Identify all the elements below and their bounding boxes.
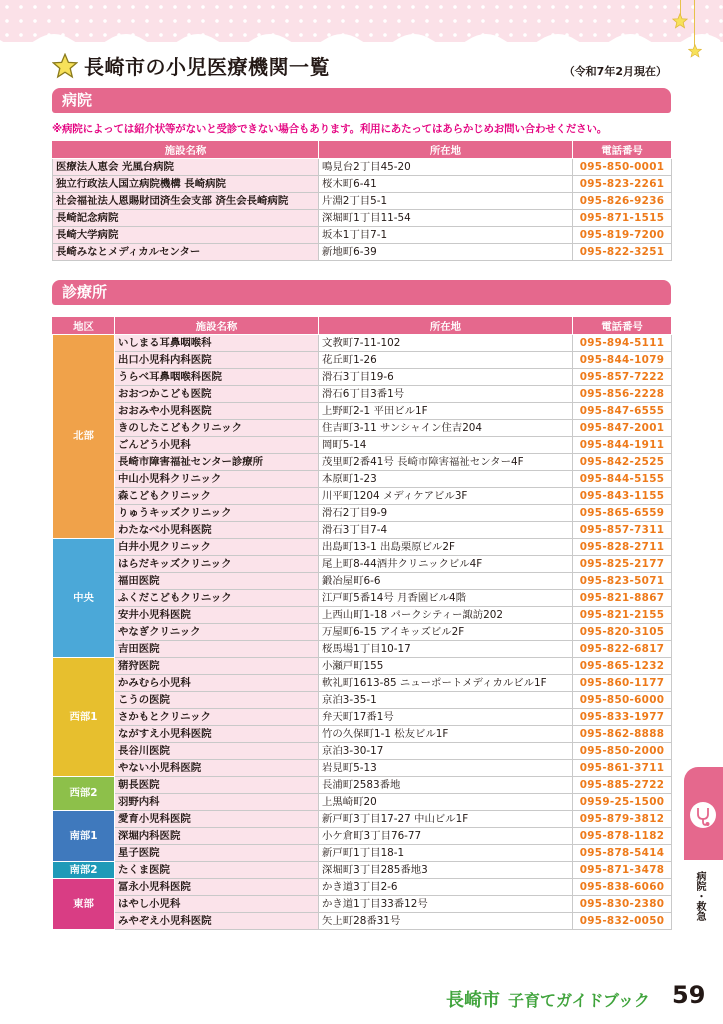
table-row [53,811,672,828]
facility-address: かき道1丁目33番12号 [319,896,573,913]
facility-tel: 095-822-6817 [573,641,672,658]
table-row [53,244,672,261]
facility-name: 愛育小児科医院 [115,811,319,828]
facility-tel: 095-857-7311 [573,522,672,539]
facility-tel: 095-857-7222 [573,369,672,386]
footer-brand [446,986,650,1012]
table-row [53,743,672,760]
facility-tel: 095-850-6000 [573,692,672,709]
facility-name: 朝長医院 [115,777,319,794]
facility-address: 新戸町3丁目17-27 中山ビル1F [319,811,573,828]
table-row [53,335,672,352]
facility-address: 軟礼町1613-85 ニューポートメディカルビル1F [319,675,573,692]
facility-address: 尾上町8-44酒井クリニックビル4F [319,556,573,573]
facility-address: 本原町1-23 [319,471,573,488]
facility-name: さかもとクリニック [115,709,319,726]
table-header-row [53,317,672,335]
facility-tel: 095-865-1232 [573,658,672,675]
page-title-block [52,51,330,80]
facility-address: 小瀬戸町155 [319,658,573,675]
facility-address: 矢上町28番31号 [319,913,573,930]
column-header-tel: 電話番号 [573,141,672,159]
facility-name: うらべ耳鼻咽喉科医院 [115,369,319,386]
facility-address: 新戸町1丁目18-1 [319,845,573,862]
table-row [53,624,672,641]
facility-tel: 095-844-1079 [573,352,672,369]
facility-name: おおつかこども医院 [115,386,319,403]
facility-address: 滑石6丁目3番1号 [319,386,573,403]
facility-name: はらだキッズクリニック [115,556,319,573]
facility-tel: 095-862-8888 [573,726,672,743]
facility-name: 長崎記念病院 [53,210,319,227]
facility-tel: 095-860-1177 [573,675,672,692]
side-tab-label: 病院・救急 [694,871,705,921]
table-row [53,879,672,896]
facility-address: 深堀町1丁目11-54 [319,210,573,227]
star-icon [688,44,702,58]
facility-name: みやぞえ小児科医院 [115,913,319,930]
table-row [53,227,672,244]
facility-address: 上野町2-1 平田ビル1F [319,403,573,420]
table-row [53,607,672,624]
facility-name: やない小児科医院 [115,760,319,777]
facility-name: 医療法人恵会 光風台病院 [53,159,319,176]
facility-tel: 095-832-0050 [573,913,672,930]
facility-name: ごんどう小児科 [115,437,319,454]
facility-name: 猪狩医院 [115,658,319,675]
table-row [53,573,672,590]
table-row [53,828,672,845]
facility-tel: 095-847-2001 [573,420,672,437]
table-row [53,176,672,193]
page-title: 長崎市の小児医療機関一覧 [84,55,330,79]
facility-address: 江戸町5番14号 月香園ビル4階 [319,590,573,607]
facility-address: 坂本1丁目7-1 [319,227,573,244]
facility-name: おおみや小児科医院 [115,403,319,420]
facility-tel: 095-865-6559 [573,505,672,522]
star-icon [52,53,78,79]
facility-address: 小ケ倉町3丁目76-77 [319,828,573,845]
facility-tel: 095-844-1911 [573,437,672,454]
table-row [53,862,672,879]
table-row [53,913,672,930]
facility-tel: 095-820-3105 [573,624,672,641]
table-row [53,845,672,862]
facility-name: いしまる耳鼻咽喉科 [115,335,319,352]
region-label: 中央 [53,539,115,658]
scalloped-edge [0,30,723,52]
facility-address: かき道3丁目2-6 [319,879,573,896]
hospitals-section-header: 病院 [52,88,671,113]
facility-name: やなぎクリニック [115,624,319,641]
facility-tel: 095-826-9236 [573,193,672,210]
facility-address: 長浦町2583番地 [319,777,573,794]
facility-name: 社会福祉法人恩賜財団済生会支部 済生会長崎病院 [53,193,319,210]
facility-name: かみむら小児科 [115,675,319,692]
table-row [53,193,672,210]
region-label: 南部1 [53,811,115,862]
table-row [53,556,672,573]
facility-tel: 095-871-1515 [573,210,672,227]
facility-address: 上西山町1-18 パークシティー諏訪202 [319,607,573,624]
table-row [53,726,672,743]
facility-address: 川平町1204 メディケアビル3F [319,488,573,505]
column-header-tel: 電話番号 [573,317,672,335]
table-row [53,777,672,794]
facility-tel: 095-842-2525 [573,454,672,471]
region-label: 南部2 [53,862,115,879]
date-note: （令和7年2月現在） [563,65,667,78]
facility-name: ながすえ小児科医院 [115,726,319,743]
facility-tel: 095-847-6555 [573,403,672,420]
facility-tel: 0959-25-1500 [573,794,672,811]
table-row [53,641,672,658]
facility-tel: 095-861-3711 [573,760,672,777]
table-row [53,522,672,539]
page-number: 59 [672,981,706,1009]
region-label: 東部 [53,879,115,930]
facility-name: 中山小児科クリニック [115,471,319,488]
hospitals-table [52,140,672,261]
facility-address: 深堀町3丁目285番地3 [319,862,573,879]
table-row [53,505,672,522]
brand-city: 長崎市 [446,990,500,1011]
column-header-name: 施設名称 [53,141,319,159]
table-row [53,386,672,403]
facility-tel: 095-843-1155 [573,488,672,505]
column-header-address: 所在地 [319,317,573,335]
facility-name: 白井小児クリニック [115,539,319,556]
region-label: 西部1 [53,658,115,777]
facility-name: 冨永小児科医院 [115,879,319,896]
facility-tel: 095-878-1182 [573,828,672,845]
column-header-region: 地区 [53,317,115,335]
facility-name: ふくだこどもクリニック [115,590,319,607]
facility-address: 上黒崎町20 [319,794,573,811]
table-row [53,658,672,675]
brand-book-title: 子育てガイドブック [508,991,650,1010]
table-row [53,760,672,777]
table-row [53,159,672,176]
clinics-table [52,316,672,930]
facility-name: 出口小児科内科医院 [115,352,319,369]
facility-tel: 095-844-5155 [573,471,672,488]
facility-name: こうの医院 [115,692,319,709]
region-label: 北部 [53,335,115,539]
facility-address: 新地町6-39 [319,244,573,261]
table-row [53,675,672,692]
facility-address: 出島町13-1 出島栗原ビル2F [319,539,573,556]
facility-tel: 095-856-2228 [573,386,672,403]
facility-address: 茂里町2番41号 長崎市障害福祉センター4F [319,454,573,471]
facility-name: 森こどもクリニック [115,488,319,505]
table-row [53,896,672,913]
facility-tel: 095-850-0001 [573,159,672,176]
facility-address: 文教町7-11-102 [319,335,573,352]
hanging-string [694,0,695,46]
facility-name: はやし小児科 [115,896,319,913]
facility-address: 京泊3-30-17 [319,743,573,760]
table-row [53,539,672,556]
hospitals-note: ※病院によっては紹介状等がないと受診できない場合もあります。利用にあたってはあらかじめお問い合わせください。 [52,123,608,135]
facility-name: 長崎大学病院 [53,227,319,244]
facility-tel: 095-894-5111 [573,335,672,352]
facility-address: 滑石3丁目19-6 [319,369,573,386]
table-row [53,210,672,227]
table-row [53,590,672,607]
facility-address: 桜馬場1丁目10-17 [319,641,573,658]
column-header-address: 所在地 [319,141,573,159]
facility-name: 長崎市障害福祉センター診療所 [115,454,319,471]
facility-address: 岡町5-14 [319,437,573,454]
facility-tel: 095-879-3812 [573,811,672,828]
facility-tel: 095-885-2722 [573,777,672,794]
facility-address: 滑石2丁目9-9 [319,505,573,522]
clinics-section-header: 診療所 [52,280,671,305]
facility-name: わたなべ小児科医院 [115,522,319,539]
facility-name: 羽野内科 [115,794,319,811]
facility-address: 岩見町5-13 [319,760,573,777]
table-row [53,437,672,454]
facility-name: 独立行政法人国立病院機構 長崎病院 [53,176,319,193]
facility-tel: 095-850-2000 [573,743,672,760]
facility-address: 花丘町1-26 [319,352,573,369]
table-row [53,403,672,420]
facility-address: 滑石3丁目7-4 [319,522,573,539]
facility-tel: 095-819-7200 [573,227,672,244]
table-row [53,454,672,471]
facility-tel: 095-821-8867 [573,590,672,607]
facility-address: 弁天町17番1号 [319,709,573,726]
facility-tel: 095-838-6060 [573,879,672,896]
facility-tel: 095-828-2711 [573,539,672,556]
facility-address: 住吉町3-11 サンシャイン住吉204 [319,420,573,437]
facility-name: りゅうキッズクリニック [115,505,319,522]
stethoscope-icon [688,800,718,830]
facility-name: 長崎みなとメディカルセンター [53,244,319,261]
facility-address: 竹の久保町1-1 松友ビル1F [319,726,573,743]
facility-address: 万屋町6-15 アイキッズビル2F [319,624,573,641]
facility-tel: 095-822-3251 [573,244,672,261]
table-row [53,352,672,369]
facility-tel: 095-871-3478 [573,862,672,879]
table-row [53,488,672,505]
table-row [53,369,672,386]
table-row [53,709,672,726]
facility-tel: 095-821-2155 [573,607,672,624]
facility-tel: 095-830-2380 [573,896,672,913]
facility-tel: 095-825-2177 [573,556,672,573]
facility-name: 深堀内科医院 [115,828,319,845]
table-row [53,692,672,709]
facility-address: 片淵2丁目5-1 [319,193,573,210]
facility-name: 吉田医院 [115,641,319,658]
facility-tel: 095-833-1977 [573,709,672,726]
table-row [53,471,672,488]
facility-address: 鳴見台2丁目45-20 [319,159,573,176]
facility-tel: 095-823-5071 [573,573,672,590]
table-row [53,794,672,811]
star-icon [672,13,688,29]
facility-address: 桜木町6-41 [319,176,573,193]
facility-name: 長谷川医院 [115,743,319,760]
table-header-row [53,141,672,159]
facility-name: たくま医院 [115,862,319,879]
facility-tel: 095-823-2261 [573,176,672,193]
region-label: 西部2 [53,777,115,811]
facility-address: 京泊3-35-1 [319,692,573,709]
column-header-name: 施設名称 [115,317,319,335]
facility-name: きのしたこどもクリニック [115,420,319,437]
facility-name: 福田医院 [115,573,319,590]
facility-address: 鍛冶屋町6-6 [319,573,573,590]
facility-name: 安井小児科医院 [115,607,319,624]
facility-tel: 095-878-5414 [573,845,672,862]
table-row [53,420,672,437]
facility-name: 星子医院 [115,845,319,862]
